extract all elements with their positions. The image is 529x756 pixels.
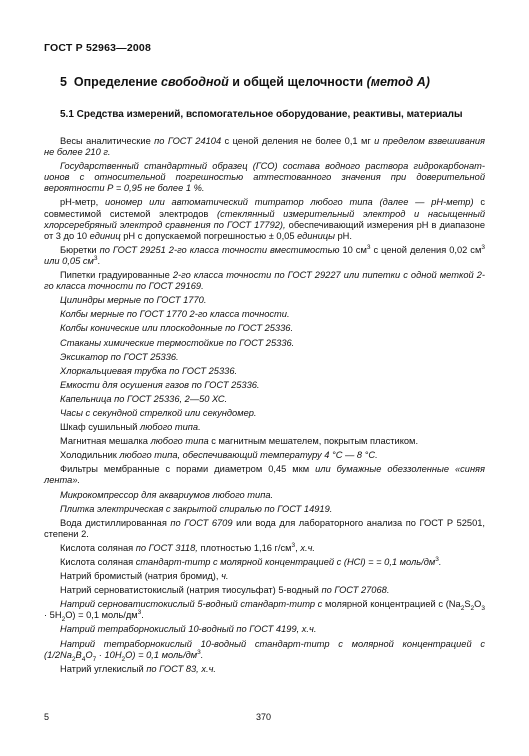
paragraph-borax: Натрий тетраборнокислый 10-водный по ГОСТ 4199, х.ч.	[60, 624, 317, 635]
subsection-heading: 5.1 Средства измерений, вспомогательное оборудование, реактивы, материалы	[60, 109, 463, 120]
paragraph-compressor: Микрокомпрессор для аквариумов любого типа.	[60, 489, 274, 500]
paragraph-scales: Весы аналитические по ГОСТ 24104 с ценой деления не более 0,1 мг и пределом взвешивания не более 210 г.	[44, 136, 486, 158]
paragraph-clock: Часы с секундной стрелкой или секундомер.	[60, 407, 257, 418]
page-number-center: 370	[256, 712, 272, 722]
paragraph-cylinders: Цилиндры мерные по ГОСТ 1770.	[60, 295, 207, 306]
paragraph-burettes: Бюретки по ГОСТ 29251 2-го класса точности вместимостью 10 $см^3$ с ценой деления 0,02 $см^3$ или 0,05 $см^3$.	[44, 243, 485, 266]
paragraph-borax-standard: Натрий тетраборнокислый 10-водный стандарт-титр с молярной концентрацией с $(1/2Na_2B_4O_7 \cdot 10H_2O) = 0,1$ моль/$дм^3$.	[44, 638, 485, 663]
paragraph-hotplate: Плитка электрическая с закрытой спиралью по ГОСТ 14919.	[60, 503, 333, 514]
paragraph-flasks: Колбы мерные по ГОСТ 1770 2-го класса точности.	[60, 309, 290, 320]
paragraph-thiosulfate-standard: Натрий серноватистокислый 5-водный стандарт-титр с молярной концентрацией с $(Na_2S_2O_3 \cdot 5H_2O) = 0,1$ моль/$дм^3$.	[44, 599, 485, 624]
section-title-part: и общей щелочности	[228, 75, 367, 89]
section-title-part: Определение	[73, 75, 162, 89]
paragraph-filters: Фильтры мембранные с порами диаметром 0,45 мкм или бумажные обеззоленные «синяя лента».	[44, 464, 485, 486]
paragraph-gas-drying: Емкости для осушения газов по ГОСТ 25336.	[60, 379, 260, 390]
page-number-left: 5	[44, 712, 50, 722]
paragraph-beakers: Стаканы химические термостойкие по ГОСТ 25336.	[60, 337, 295, 348]
paragraph-fridge: Холодильник любого типа, обеспечивающий температуру 4 °С — 8 °С.	[60, 450, 378, 461]
paragraph-oven: Шкаф сушильный любого типа.	[60, 422, 201, 433]
paragraph-gso: Государственный стандартный образец (ГСО) состава водного раствора гидрокарбонат-ионов с относительной погрешностью аттестованного значения при доверительной вероятности Р = 0,95 не более 1 %.	[44, 161, 485, 194]
paragraph-sodium-carbonate: Натрий углекислый по ГОСТ 83, х.ч.	[60, 663, 216, 674]
document-header-code: ГОСТ Р 52963—2008	[44, 42, 152, 54]
paragraph-hcl-standard: Кислота соляная стандарт-титр с молярной концентрацией с (HCl) = = 0,1 моль/$дм^3$.	[60, 555, 442, 567]
paragraph-sodium-bromide: Натрий бромистый (натрия бромид), ч.	[60, 571, 229, 582]
paragraph-conical-flasks: Колбы конические или плоскодонные по ГОСТ 25336.	[60, 323, 294, 334]
section-title-method: (метод А)	[366, 75, 430, 89]
paragraph-calcium-tube: Хлоркальциевая трубка по ГОСТ 25336.	[60, 365, 238, 376]
paragraph-desiccator: Эксикатор по ГОСТ 25336.	[60, 351, 179, 362]
paragraph-water: Вода дистиллированная по ГОСТ 6709 или вода для лабораторного анализа по ГОСТ Р 52501, степени 2.	[44, 517, 486, 539]
section-title-italic: свободной	[161, 75, 229, 89]
paragraph-ph-meter: pH-метр, иономер или автоматический титратор любого типа (далее — pH-метр) с совместимой системой электродов (стеклянный измерительный электрод и насыщенный хлорсеребряный электрод сравнения по ГОСТ 17792), обеспечивающий измерения pH в диапазоне от 3 до 10 единиц pH с допускаемой погрешностью ± 0,05 единицы pH.	[44, 197, 485, 241]
paragraph-thiosulfate: Натрий серноватистокислый (натрия тиосульфат) 5-водный по ГОСТ 27068.	[60, 585, 390, 596]
document-body	[44, 136, 485, 675]
paragraph-dropper: Капельница по ГОСТ 25336, 2—50 ХС.	[60, 393, 228, 404]
paragraph-hcl: Кислота соляная по ГОСТ 3118, плотностью 1,16 $г/см^3$, х.ч.	[60, 541, 315, 553]
paragraph-stirrer: Магнитная мешалка любого типа с магнитным мешателем, покрытым пластиком.	[60, 436, 419, 447]
section-number: 5	[60, 75, 67, 89]
paragraph-pipettes: Пипетки градуированные 2-го класса точности по ГОСТ 29227 или пипетки с одной меткой 2-го класса точности по ГОСТ 29169.	[44, 270, 486, 292]
section-heading	[60, 75, 430, 89]
